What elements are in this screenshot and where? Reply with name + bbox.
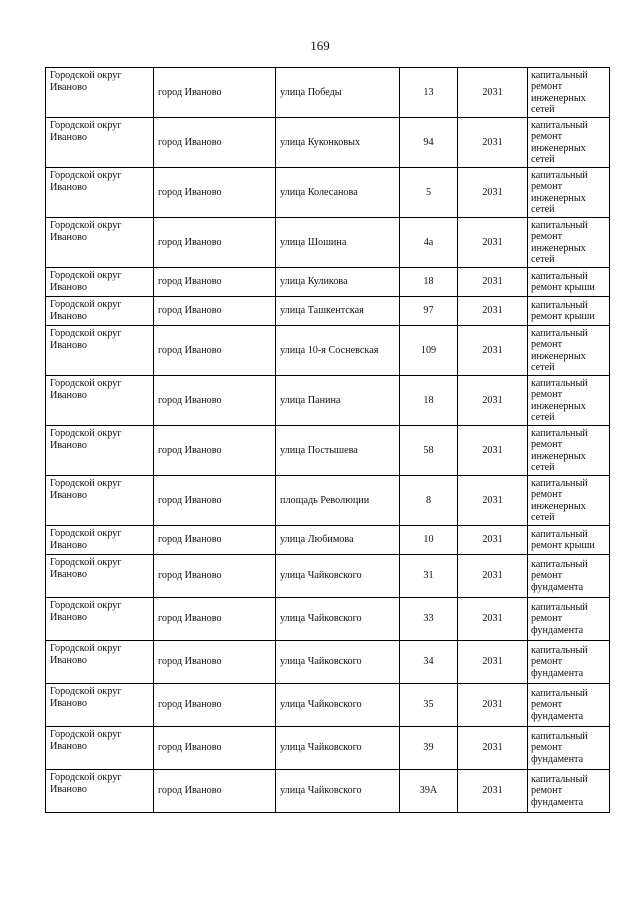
table-row (46, 684, 610, 727)
house-number-cell: 10 (400, 526, 458, 555)
work-type-cell: капитальный ремонт инженерных сетей (528, 476, 610, 526)
house-number-cell: 4а (400, 218, 458, 268)
street-cell: улица 10-я Сосневская (276, 326, 400, 376)
work-type-cell: капитальный ремонт крыши (528, 268, 610, 297)
street-cell: улица Победы (276, 68, 400, 118)
city-cell: город Иваново (154, 297, 276, 326)
okrug-cell: Городской округ Иваново (46, 555, 154, 598)
table-row (46, 641, 610, 684)
okrug-cell: Городской округ Иваново (46, 770, 154, 813)
house-number-cell: 58 (400, 426, 458, 476)
work-type-cell: капитальный ремонт фундамента (528, 727, 610, 770)
okrug-cell: Городской округ Иваново (46, 297, 154, 326)
city-cell: город Иваново (154, 598, 276, 641)
okrug-cell: Городской округ Иваново (46, 426, 154, 476)
street-cell: улица Куконковых (276, 118, 400, 168)
city-cell: город Иваново (154, 218, 276, 268)
city-cell: город Иваново (154, 555, 276, 598)
city-cell: город Иваново (154, 118, 276, 168)
year-cell: 2031 (458, 68, 528, 118)
house-number-cell: 8 (400, 476, 458, 526)
table-row (46, 297, 610, 326)
house-number-cell: 39А (400, 770, 458, 813)
house-number-cell: 35 (400, 684, 458, 727)
work-type-cell: капитальный ремонт фундамента (528, 598, 610, 641)
street-cell: улица Колесанова (276, 168, 400, 218)
city-cell: город Иваново (154, 476, 276, 526)
okrug-cell: Городской округ Иваново (46, 268, 154, 297)
year-cell: 2031 (458, 526, 528, 555)
table-row (46, 326, 610, 376)
table-row (46, 118, 610, 168)
okrug-cell: Городской округ Иваново (46, 641, 154, 684)
year-cell: 2031 (458, 476, 528, 526)
street-cell: улица Чайковского (276, 641, 400, 684)
work-type-cell: капитальный ремонт инженерных сетей (528, 68, 610, 118)
table-row (46, 476, 610, 526)
table-row (46, 218, 610, 268)
year-cell: 2031 (458, 297, 528, 326)
table-row (46, 770, 610, 813)
street-cell: площадь Революции (276, 476, 400, 526)
year-cell: 2031 (458, 268, 528, 297)
year-cell: 2031 (458, 598, 528, 641)
street-cell: улица Чайковского (276, 598, 400, 641)
okrug-cell: Городской округ Иваново (46, 727, 154, 770)
street-cell: улица Любимова (276, 526, 400, 555)
city-cell: город Иваново (154, 268, 276, 297)
street-cell: улица Куликова (276, 268, 400, 297)
year-cell: 2031 (458, 641, 528, 684)
page-number: 169 (310, 38, 330, 53)
house-number-cell: 13 (400, 68, 458, 118)
work-type-cell: капитальный ремонт фундамента (528, 684, 610, 727)
table-row (46, 555, 610, 598)
work-type-cell: капитальный ремонт фундамента (528, 555, 610, 598)
house-number-cell: 18 (400, 268, 458, 297)
house-number-cell: 5 (400, 168, 458, 218)
work-type-cell: капитальный ремонт инженерных сетей (528, 218, 610, 268)
house-number-cell: 31 (400, 555, 458, 598)
house-number-cell: 94 (400, 118, 458, 168)
city-cell: город Иваново (154, 68, 276, 118)
okrug-cell: Городской округ Иваново (46, 168, 154, 218)
work-type-cell: капитальный ремонт фундамента (528, 641, 610, 684)
city-cell: город Иваново (154, 770, 276, 813)
house-number-cell: 33 (400, 598, 458, 641)
house-number-cell: 97 (400, 297, 458, 326)
city-cell: город Иваново (154, 641, 276, 684)
work-type-cell: капитальный ремонт инженерных сетей (528, 426, 610, 476)
year-cell: 2031 (458, 684, 528, 727)
year-cell: 2031 (458, 326, 528, 376)
year-cell: 2031 (458, 376, 528, 426)
house-number-cell: 34 (400, 641, 458, 684)
city-cell: город Иваново (154, 526, 276, 555)
city-cell: город Иваново (154, 376, 276, 426)
year-cell: 2031 (458, 727, 528, 770)
work-type-cell: капитальный ремонт крыши (528, 297, 610, 326)
okrug-cell: Городской округ Иваново (46, 684, 154, 727)
street-cell: улица Чайковского (276, 555, 400, 598)
table-row (46, 526, 610, 555)
table-row (46, 376, 610, 426)
year-cell: 2031 (458, 118, 528, 168)
table-body (46, 68, 610, 813)
okrug-cell: Городской округ Иваново (46, 68, 154, 118)
okrug-cell: Городской округ Иваново (46, 218, 154, 268)
okrug-cell: Городской округ Иваново (46, 476, 154, 526)
year-cell: 2031 (458, 426, 528, 476)
okrug-cell: Городской округ Иваново (46, 376, 154, 426)
city-cell: город Иваново (154, 426, 276, 476)
table-row (46, 598, 610, 641)
year-cell: 2031 (458, 770, 528, 813)
work-type-cell: капитальный ремонт инженерных сетей (528, 118, 610, 168)
table-row (46, 268, 610, 297)
city-cell: город Иваново (154, 326, 276, 376)
year-cell: 2031 (458, 168, 528, 218)
table-row (46, 68, 610, 118)
city-cell: город Иваново (154, 684, 276, 727)
okrug-cell: Городской округ Иваново (46, 326, 154, 376)
street-cell: улица Постышева (276, 426, 400, 476)
street-cell: улица Панина (276, 376, 400, 426)
city-cell: город Иваново (154, 168, 276, 218)
housing-repair-table (45, 67, 610, 813)
house-number-cell: 18 (400, 376, 458, 426)
street-cell: улица Шошина (276, 218, 400, 268)
work-type-cell: капитальный ремонт фундамента (528, 770, 610, 813)
work-type-cell: капитальный ремонт инженерных сетей (528, 168, 610, 218)
table-row (46, 727, 610, 770)
okrug-cell: Городской округ Иваново (46, 598, 154, 641)
house-number-cell: 109 (400, 326, 458, 376)
work-type-cell: капитальный ремонт инженерных сетей (528, 376, 610, 426)
okrug-cell: Городской округ Иваново (46, 526, 154, 555)
year-cell: 2031 (458, 555, 528, 598)
street-cell: улица Чайковского (276, 684, 400, 727)
street-cell: улица Чайковского (276, 770, 400, 813)
street-cell: улица Чайковского (276, 727, 400, 770)
street-cell: улица Ташкентская (276, 297, 400, 326)
city-cell: город Иваново (154, 727, 276, 770)
year-cell: 2031 (458, 218, 528, 268)
okrug-cell: Городской округ Иваново (46, 118, 154, 168)
house-number-cell: 39 (400, 727, 458, 770)
work-type-cell: капитальный ремонт крыши (528, 526, 610, 555)
table-row (46, 168, 610, 218)
table-row (46, 426, 610, 476)
work-type-cell: капитальный ремонт инженерных сетей (528, 326, 610, 376)
